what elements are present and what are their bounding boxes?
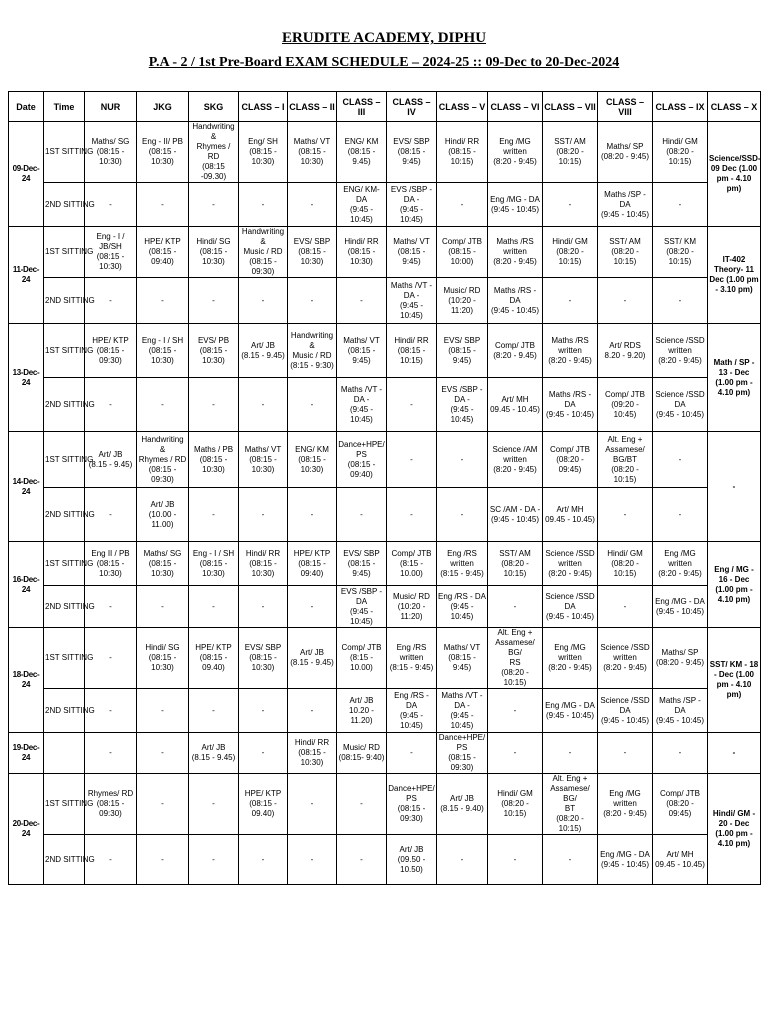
- exam-cell: -: [387, 733, 437, 774]
- exam-cell: -: [137, 689, 189, 733]
- schedule-row: [9, 183, 761, 227]
- exam-cell: Maths/ VT (08:15 - 9:45): [387, 227, 437, 278]
- exam-cell: Eng /RS written (8:15 - 9:45): [437, 542, 488, 586]
- sitting-label: 2ND SITTING: [44, 835, 85, 885]
- sitting-label: 1ST SITTING: [44, 324, 85, 378]
- exam-cell: Art/ JB (8.15 - 9.45): [189, 733, 239, 774]
- column-header: CLASS – VI: [488, 92, 543, 122]
- exam-cell: Eng /MG - DA (9:45 - 10:45): [488, 183, 543, 227]
- exam-cell: -: [488, 689, 543, 733]
- column-header: SKG: [189, 92, 239, 122]
- column-header: CLASS – I: [239, 92, 288, 122]
- exam-cell: Comp/ JTB (8:15 - 10.00): [337, 628, 387, 689]
- exam-cell: -: [543, 835, 598, 885]
- column-header: CLASS – X: [708, 92, 761, 122]
- exam-cell: -: [189, 278, 239, 324]
- exam-cell: -: [239, 689, 288, 733]
- sitting-label: 2ND SITTING: [44, 278, 85, 324]
- exam-cell: Maths/ VT (08:15 - 10:30): [288, 122, 337, 183]
- column-header: CLASS – VII: [543, 92, 598, 122]
- exam-cell: Hindi/ RR (08:15 - 10:30): [337, 227, 387, 278]
- exam-cell: Comp/ JTB (8:20 - 9.45): [488, 324, 543, 378]
- exam-cell: -: [598, 278, 653, 324]
- exam-cell: -: [189, 774, 239, 835]
- exam-cell: Art/ MH 09.45 - 10.45): [653, 835, 708, 885]
- header-row: [9, 92, 761, 122]
- exam-cell: Eng /RS - DA (9:45 - 10:45): [387, 689, 437, 733]
- exam-cell: Maths /RS written (8:20 - 9:45): [543, 324, 598, 378]
- exam-cell: -: [189, 378, 239, 432]
- column-header: CLASS – IX: [653, 92, 708, 122]
- exam-cell: Handwriting & Music / RD (8:15 - 9:30): [288, 324, 337, 378]
- exam-cell: Maths/ VT (08:15 - 9:45): [337, 324, 387, 378]
- sitting-label: 2ND SITTING: [44, 586, 85, 628]
- exam-cell: -: [288, 488, 337, 542]
- exam-cell: -: [85, 183, 137, 227]
- schedule-row: [9, 628, 761, 689]
- class-x-cell: SST/ KM - 18 - Dec (1.00 pm - 4.10 pm): [708, 628, 761, 733]
- exam-cell: Hindi/ RR (08:15 - 10:15): [437, 122, 488, 183]
- column-header: CLASS – III: [337, 92, 387, 122]
- sitting-label: [44, 733, 85, 774]
- exam-cell: Hindi/ SG (08:15 - 10:30): [189, 227, 239, 278]
- school-title: ERUDITE ACADEMY, DIPHU: [281, 30, 487, 46]
- exam-cell: Maths/ VT (08:15 - 9:45): [437, 628, 488, 689]
- sitting-label: 1ST SITTING: [44, 774, 85, 835]
- exam-cell: Art/ MH 09.45 - 10.45): [488, 378, 543, 432]
- exam-cell: Hindi/ GM (08:20 - 10:15): [488, 774, 543, 835]
- exam-cell: -: [598, 733, 653, 774]
- exam-cell: -: [337, 278, 387, 324]
- exam-cell: -: [189, 689, 239, 733]
- exam-cell: -: [288, 689, 337, 733]
- exam-cell: Hindi/ RR (08:15 - 10:30): [239, 542, 288, 586]
- exam-cell: -: [488, 733, 543, 774]
- exam-cell: Music/ RD (10:20 - 11:20): [387, 586, 437, 628]
- schedule-row: [9, 689, 761, 733]
- exam-cell: -: [437, 183, 488, 227]
- exam-cell: Handwriting & Rhymes / RD (08:15 - 09:30): [137, 432, 189, 488]
- exam-cell: SST/ AM (08:20 - 10:15): [488, 542, 543, 586]
- exam-cell: Eng - I / SH (08:15 - 10:30): [137, 324, 189, 378]
- exam-cell: -: [653, 278, 708, 324]
- exam-cell: -: [653, 183, 708, 227]
- exam-cell: Hindi/ GM (08:20 - 10:15): [653, 122, 708, 183]
- exam-cell: Handwriting & Rhymes / RD (08:15 -09.30): [189, 122, 239, 183]
- exam-cell: Eng - II/ PB (08:15 - 10:30): [137, 122, 189, 183]
- exam-cell: SST/ AM (08:20 - 10:15): [598, 227, 653, 278]
- exam-cell: ENG/ KM-DA (9:45 - 10:45): [337, 183, 387, 227]
- exam-cell: Rhymes/ RD (08:15 - 09:30): [85, 774, 137, 835]
- exam-cell: -: [288, 586, 337, 628]
- schedule-row: [9, 586, 761, 628]
- exam-cell: -: [437, 432, 488, 488]
- column-header: Time: [44, 92, 85, 122]
- schedule-row: [9, 733, 761, 774]
- exam-cell: Alt. Eng + Assamese/ BG/ BT (08:20 - 10:15): [543, 774, 598, 835]
- schedule-row: [9, 227, 761, 278]
- exam-cell: -: [85, 278, 137, 324]
- exam-cell: -: [239, 488, 288, 542]
- sitting-label: 1ST SITTING: [44, 628, 85, 689]
- exam-cell: -: [543, 733, 598, 774]
- exam-cell: Handwriting & Music / RD (08:15 - 09:30): [239, 227, 288, 278]
- exam-cell: Hindi/ RR (08:15 - 10:15): [387, 324, 437, 378]
- exam-cell: -: [543, 278, 598, 324]
- exam-cell: HPE/ KTP (08:15 - 09.40): [189, 628, 239, 689]
- exam-cell: EVS/ SBP (08:15 - 9:45): [437, 324, 488, 378]
- exam-cell: Hindi/ GM (08:20 - 10:15): [543, 227, 598, 278]
- sitting-label: 2ND SITTING: [44, 689, 85, 733]
- exam-cell: EVS /SBP - DA (9:45 - 10:45): [337, 586, 387, 628]
- class-x-cell: -: [708, 432, 761, 542]
- exam-cell: -: [239, 733, 288, 774]
- class-x-cell: -: [708, 733, 761, 774]
- exam-cell: -: [85, 628, 137, 689]
- exam-cell: -: [653, 432, 708, 488]
- exam-cell: Science /SSD written (8:20 - 9:45): [598, 628, 653, 689]
- exam-cell: Eng /MG written (8:20 - 9:45): [488, 122, 543, 183]
- exam-cell: Art/ RDS 8.20 - 9.20): [598, 324, 653, 378]
- exam-cell: Maths /RS written (8:20 - 9:45): [488, 227, 543, 278]
- exam-cell: Eng /MG - DA (9:45 - 10:45): [653, 586, 708, 628]
- exam-cell: Eng /MG - DA (9:45 - 10:45): [598, 835, 653, 885]
- exam-cell: Art/ JB (8.15 - 9.40): [437, 774, 488, 835]
- column-header: JKG: [137, 92, 189, 122]
- exam-cell: -: [137, 835, 189, 885]
- class-x-cell: Science/SSD- 09 Dec (1.00 pm - 4.10 pm): [708, 122, 761, 227]
- exam-cell: -: [288, 183, 337, 227]
- exam-cell: SST/ KM (08:20 - 10:15): [653, 227, 708, 278]
- exam-cell: EVS /SBP - DA - (9:45 - 10:45): [387, 183, 437, 227]
- exam-cell: -: [239, 586, 288, 628]
- exam-cell: Hindi/ GM (08:20 - 10:15): [598, 542, 653, 586]
- exam-cell: EVS/ SBP (08:15 - 9:45): [387, 122, 437, 183]
- class-x-cell: IT-402 Theory- 11 Dec (1.00 pm - 3.10 pm): [708, 227, 761, 324]
- exam-cell: Comp/ JTB (08:15 - 10:00): [437, 227, 488, 278]
- exam-cell: Art/ JB (8.15 - 9.45): [85, 432, 137, 488]
- exam-cell: -: [137, 278, 189, 324]
- exam-cell: -: [488, 835, 543, 885]
- column-header: Date: [9, 92, 44, 122]
- exam-cell: -: [137, 378, 189, 432]
- exam-cell: -: [239, 278, 288, 324]
- exam-cell: Science /AM written (8:20 - 9:45): [488, 432, 543, 488]
- sitting-label: 1ST SITTING: [44, 122, 85, 183]
- exam-cell: -: [337, 774, 387, 835]
- exam-cell: Science /SSD DA (9:45 - 10:45): [598, 689, 653, 733]
- exam-cell: -: [387, 488, 437, 542]
- exam-cell: Eng /MG - DA (9:45 - 10:45): [543, 689, 598, 733]
- schedule-row: [9, 488, 761, 542]
- exam-cell: Hindi/ SG (08:15 - 10:30): [137, 628, 189, 689]
- exam-cell: -: [288, 835, 337, 885]
- exam-cell: -: [543, 183, 598, 227]
- exam-cell: Art/ JB (8.15 - 9.45): [288, 628, 337, 689]
- exam-cell: Maths/ SP (08:20 - 9:45): [653, 628, 708, 689]
- exam-cell: ENG/ KM (08:15 - 9.45): [337, 122, 387, 183]
- exam-cell: HPE/ KTP (08:15 - 09.40): [239, 774, 288, 835]
- exam-cell: SC /AM - DA - (9:45 - 10:45): [488, 488, 543, 542]
- class-x-cell: Hindi/ GM - 20 - Dec (1.00 pm - 4.10 pm): [708, 774, 761, 885]
- schedule-title: P.A - 2 / 1st Pre-Board EXAM SCHEDULE – 2024-25 :: 09-Dec to 20-Dec-2024: [148, 55, 620, 70]
- exam-cell: SST/ AM (08:20 - 10:15): [543, 122, 598, 183]
- exam-cell: -: [239, 378, 288, 432]
- exam-cell: Alt. Eng + Assamese/ BG/BT (08:20 - 10:15): [598, 432, 653, 488]
- exam-cell: Science /SSD written (8:20 - 9:45): [653, 324, 708, 378]
- class-x-cell: Math / SP - 13 - Dec (1.00 pm - 4.10 pm): [708, 324, 761, 432]
- exam-cell: EVS/ SBP (08:15 - 10:30): [239, 628, 288, 689]
- exam-cell: -: [337, 488, 387, 542]
- exam-cell: Eng - I / SH (08:15 - 10:30): [189, 542, 239, 586]
- sitting-label: 2ND SITTING: [44, 183, 85, 227]
- exam-cell: EVS/ PB (08:15 - 10:30): [189, 324, 239, 378]
- exam-cell: Dance+HPE/ PS (08:15 - 09:40): [337, 432, 387, 488]
- exam-cell: EVS/ SBP (08:15 - 9:45): [337, 542, 387, 586]
- exam-cell: -: [337, 835, 387, 885]
- exam-cell: -: [387, 432, 437, 488]
- exam-cell: Eng /RS - DA (9:45 - 10:45): [437, 586, 488, 628]
- column-header: CLASS – II: [288, 92, 337, 122]
- exam-cell: -: [288, 378, 337, 432]
- sitting-label: 2ND SITTING: [44, 378, 85, 432]
- exam-cell: Art/ JB 10.20 - 11.20): [337, 689, 387, 733]
- schedule-row: [9, 278, 761, 324]
- exam-cell: Science /SSD written (8:20 - 9:45): [543, 542, 598, 586]
- exam-cell: Music/ RD (10:20 - 11:20): [437, 278, 488, 324]
- exam-cell: Dance+HPE/ PS (08:15 - 09:30): [387, 774, 437, 835]
- exam-cell: -: [189, 488, 239, 542]
- exam-cell: -: [85, 378, 137, 432]
- exam-cell: Comp/ JTB (09:20 - 10:45): [598, 378, 653, 432]
- exam-cell: HPE/ KTP (08:15 - 09:30): [85, 324, 137, 378]
- date-cell: 09-Dec-24: [9, 122, 44, 227]
- exam-cell: -: [85, 586, 137, 628]
- exam-cell: Maths / PB (08:15 - 10:30): [189, 432, 239, 488]
- exam-cell: HPE/ KTP (08:15 - 09:40): [137, 227, 189, 278]
- schedule-row: [9, 378, 761, 432]
- column-header: CLASS – IV: [387, 92, 437, 122]
- schedule-row: [9, 774, 761, 835]
- exam-cell: Art/ JB (09.50 - 10.50): [387, 835, 437, 885]
- sitting-label: 1ST SITTING: [44, 542, 85, 586]
- exam-cell: -: [239, 835, 288, 885]
- exam-cell: Eng/ SH (08:15 - 10:30): [239, 122, 288, 183]
- date-cell: 14-Dec-24: [9, 432, 44, 542]
- exam-cell: -: [239, 183, 288, 227]
- exam-cell: Maths /SP - DA (9:45 - 10:45): [598, 183, 653, 227]
- exam-cell: -: [85, 689, 137, 733]
- exam-cell: Eng II / PB (08:15 - 10:30): [85, 542, 137, 586]
- date-cell: 20-Dec-24: [9, 774, 44, 885]
- exam-cell: Comp/ JTB (08:20 - 09:45): [543, 432, 598, 488]
- exam-cell: EVS/ SBP (08:15 - 10:30): [288, 227, 337, 278]
- exam-cell: Science /SSD DA (9:45 - 10:45): [543, 586, 598, 628]
- schedule-row: [9, 122, 761, 183]
- sitting-label: 1ST SITTING: [44, 227, 85, 278]
- exam-cell: -: [387, 378, 437, 432]
- exam-cell: -: [137, 774, 189, 835]
- exam-cell: -: [653, 733, 708, 774]
- exam-cell: -: [189, 183, 239, 227]
- class-x-cell: Eng / MG - 16 - Dec (1.00 pm - 4.10 pm): [708, 542, 761, 628]
- exam-cell: -: [653, 488, 708, 542]
- exam-cell: -: [137, 183, 189, 227]
- exam-cell: -: [137, 586, 189, 628]
- exam-cell: ENG/ KM (08:15 - 10:30): [288, 432, 337, 488]
- exam-cell: Eng /MG written (8:20 - 9:45): [653, 542, 708, 586]
- exam-cell: Maths /SP - DA (9:45 - 10:45): [653, 689, 708, 733]
- exam-cell: Hindi/ RR (08:15 - 10:30): [288, 733, 337, 774]
- exam-cell: -: [437, 835, 488, 885]
- exam-cell: Maths /RS - DA (9:45 - 10:45): [543, 378, 598, 432]
- exam-cell: -: [288, 278, 337, 324]
- exam-cell: -: [189, 835, 239, 885]
- exam-cell: Art/ JB (10.00 - 11.00): [137, 488, 189, 542]
- exam-cell: Maths /VT - DA - (9:45 - 10:45): [337, 378, 387, 432]
- exam-cell: Maths/ SP (08:20 - 9:45): [598, 122, 653, 183]
- exam-cell: -: [488, 586, 543, 628]
- exam-cell: Comp/ JTB (08:20 - 09:45): [653, 774, 708, 835]
- exam-cell: Eng /MG written (8:20 - 9:45): [543, 628, 598, 689]
- exam-cell: HPE/ KTP (08:15 - 09:40): [288, 542, 337, 586]
- exam-cell: EVS /SBP - DA - (9:45 - 10:45): [437, 378, 488, 432]
- exam-schedule-table: [8, 91, 761, 885]
- exam-cell: Eng - I / JB/SH (08:15 - 10:30): [85, 227, 137, 278]
- exam-cell: -: [189, 586, 239, 628]
- date-cell: 18-Dec-24: [9, 628, 44, 733]
- column-header: CLASS – V: [437, 92, 488, 122]
- exam-cell: -: [85, 835, 137, 885]
- exam-cell: -: [288, 774, 337, 835]
- exam-cell: Art/ JB (8.15 - 9.45): [239, 324, 288, 378]
- sitting-label: 2ND SITTING: [44, 488, 85, 542]
- date-cell: 11-Dec-24: [9, 227, 44, 324]
- exam-cell: Alt. Eng + Assamese/ BG/ RS (08:20 - 10:15): [488, 628, 543, 689]
- exam-cell: -: [598, 488, 653, 542]
- column-header: CLASS – VIII: [598, 92, 653, 122]
- exam-cell: Comp/ JTB (8:15 - 10.00): [387, 542, 437, 586]
- date-cell: 16-Dec-24: [9, 542, 44, 628]
- schedule-row: [9, 432, 761, 488]
- exam-cell: Maths /RS - DA (9:45 - 10:45): [488, 278, 543, 324]
- exam-cell: -: [137, 733, 189, 774]
- exam-cell: Maths/ SG (08:15 - 10:30): [85, 122, 137, 183]
- schedule-row: [9, 542, 761, 586]
- date-cell: 13-Dec-24: [9, 324, 44, 432]
- date-cell: 19-Dec-24: [9, 733, 44, 774]
- exam-cell: Eng /MG written (8:20 - 9:45): [598, 774, 653, 835]
- exam-cell: Science /SSD DA (9:45 - 10:45): [653, 378, 708, 432]
- exam-cell: Maths/ SG (08:15 - 10:30): [137, 542, 189, 586]
- exam-cell: Maths /VT - DA - (9:45 - 10:45): [387, 278, 437, 324]
- exam-cell: Maths /VT - DA - (9:45 - 10:45): [437, 689, 488, 733]
- column-header: NUR: [85, 92, 137, 122]
- sitting-label: 1ST SITTING: [44, 432, 85, 488]
- exam-cell: Eng /RS written (8:15 - 9:45): [387, 628, 437, 689]
- schedule-row: [9, 324, 761, 378]
- exam-cell: -: [437, 488, 488, 542]
- exam-cell: Dance+HPE/ PS (08:15 - 09:30): [437, 733, 488, 774]
- exam-cell: -: [85, 488, 137, 542]
- exam-cell: -: [598, 586, 653, 628]
- exam-cell: Maths/ VT (08:15 - 10:30): [239, 432, 288, 488]
- exam-cell: -: [85, 733, 137, 774]
- exam-cell: Music/ RD (08:15- 9:40): [337, 733, 387, 774]
- schedule-row: [9, 835, 761, 885]
- exam-cell: Art/ MH 09.45 - 10.45): [543, 488, 598, 542]
